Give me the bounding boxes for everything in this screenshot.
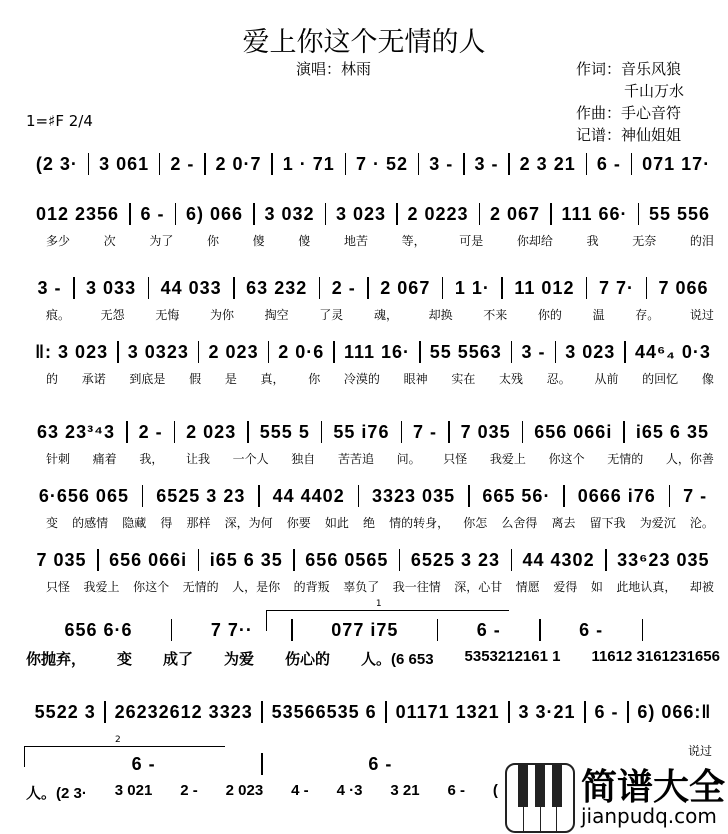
lyric-text: 变 xyxy=(117,651,133,668)
measure: 63 23³⁴3 xyxy=(37,421,115,442)
lyric-text: 傻 xyxy=(298,234,311,248)
lyric-text: 的泪 xyxy=(689,234,714,248)
measure: 555 5 xyxy=(259,421,310,442)
measure: 7 - xyxy=(413,421,438,442)
lyric-text: 可是 xyxy=(459,234,484,248)
lyric-text: 苦苦追 xyxy=(337,452,374,466)
notation-line xyxy=(26,548,720,572)
lyric-text: 11612 3161231656 xyxy=(591,648,720,665)
lyric-text: 伤心的 xyxy=(285,651,331,668)
measure: 665 56· xyxy=(482,485,551,506)
lyric-text: 5353212161 1 xyxy=(464,648,561,665)
composer-credit: 作曲：手心音符 xyxy=(576,104,682,122)
lyric-text: 真， xyxy=(260,372,285,386)
lyric-text: 成了 xyxy=(163,651,194,668)
measure: 656 6·6 xyxy=(64,619,133,640)
lyric-text: 得 xyxy=(160,516,173,530)
measure: 7 7· xyxy=(598,277,634,298)
measure: 6 - xyxy=(476,619,501,640)
score-row xyxy=(26,599,720,669)
measure: 071 17· xyxy=(642,153,711,174)
lyric-text: 离去 xyxy=(551,516,576,530)
lyric-text: 温 xyxy=(592,308,605,322)
logo-title: 简谱大全 xyxy=(581,767,726,808)
measure: 5522 3 xyxy=(34,701,96,722)
measure: 3 - xyxy=(429,153,454,174)
lyric-text: 我 xyxy=(586,234,599,248)
measure: 01171 1321 xyxy=(395,701,500,722)
measure: 111 16· xyxy=(343,341,411,362)
measure: 6 - xyxy=(596,153,621,174)
lyric-text: 如 xyxy=(590,580,603,594)
lyric-text: 你要 xyxy=(286,516,311,530)
lyric-text: 像 xyxy=(701,372,714,386)
lyric-text: 魂， xyxy=(373,308,398,322)
measure: 3 - xyxy=(37,277,62,298)
lyric-text: 你这个 xyxy=(548,452,585,466)
transcriber-credit: 记谱：神仙姐姐 xyxy=(576,126,682,144)
notation-line xyxy=(26,340,720,364)
lyric-text: 为爱沉 xyxy=(639,516,676,530)
measure: 6·656 065 xyxy=(38,485,129,506)
measure: 077 i75 xyxy=(331,619,399,640)
lyric-text: 我爱上 xyxy=(83,580,120,594)
score-row xyxy=(26,152,720,176)
score-row xyxy=(26,340,720,387)
lyric-text: 2 023 xyxy=(225,782,264,799)
lyric-text: 的 xyxy=(46,372,59,386)
lyric-text: 为你 xyxy=(209,308,234,322)
lyric-text: 眼神 xyxy=(403,372,428,386)
measure: 2 023 xyxy=(208,341,259,362)
lyric-text: ( xyxy=(492,782,498,799)
lyrics-line xyxy=(26,370,720,387)
measure: 3 3·21 xyxy=(518,701,576,722)
score-row xyxy=(26,735,498,803)
lyric-text: 你怎 xyxy=(463,516,488,530)
measure: 55 i76 xyxy=(333,421,390,442)
lyric-text: 3 021 xyxy=(114,782,153,799)
lyric-text: 到底是 xyxy=(129,372,166,386)
measure: 55 5563 xyxy=(429,341,502,362)
volta-bracket xyxy=(24,735,225,767)
measure: 3 - xyxy=(521,341,546,362)
measure: 1 · 71 xyxy=(282,153,335,174)
lyric-text: 你这个 xyxy=(133,580,170,594)
lyric-text: 的背叛 xyxy=(293,580,330,594)
measure: 1 1· xyxy=(454,277,490,298)
notation-line xyxy=(26,152,720,176)
lyric-text: 2 - xyxy=(180,782,198,799)
lyric-text: 一个人 xyxy=(232,452,269,466)
measure: ‖: 3 023 xyxy=(35,341,109,362)
measure: 3 023 xyxy=(565,341,616,362)
measure: 2 0·6 xyxy=(278,341,325,362)
measure: 7 - xyxy=(683,485,708,506)
lyric-text: 从前 xyxy=(594,372,619,386)
lyric-text: 你 xyxy=(308,372,321,386)
measure: 2 023 xyxy=(186,421,237,442)
piano-icon xyxy=(505,763,575,833)
lyric-text: 不来 xyxy=(483,308,508,322)
lyrics-line xyxy=(26,450,720,467)
lyric-text: 无情的 xyxy=(607,452,644,466)
notation-line xyxy=(26,202,720,226)
measure: 656 0565 xyxy=(305,549,389,570)
measure: (2 3· xyxy=(35,153,78,174)
lyric-text: 了灵 xyxy=(319,308,344,322)
lyric-text: 如此 xyxy=(324,516,349,530)
lyric-text: 你抛弃， xyxy=(26,651,87,668)
lyric-text: 为爱 xyxy=(224,651,255,668)
lyric-text: 变 xyxy=(46,516,59,530)
volta-number: 2 xyxy=(115,735,121,745)
score-row xyxy=(26,276,720,323)
lyric-text: 痕。 xyxy=(46,308,71,322)
lyric-text: 我爱上 xyxy=(489,452,526,466)
volta-bracket xyxy=(266,599,509,631)
lyric-text: 只怪 xyxy=(443,452,468,466)
measure: 012 2356 xyxy=(35,203,120,224)
measure: 6 - xyxy=(594,701,619,722)
lyric-text: 冷漠的 xyxy=(343,372,380,386)
measure: 3 023 xyxy=(335,203,387,224)
lyric-text: 无怨 xyxy=(100,308,125,322)
lyric-text: 针刺 xyxy=(46,452,71,466)
measure: 3 0323 xyxy=(127,341,189,362)
lyric-text: 地苦 xyxy=(343,234,368,248)
measure: 44 033 xyxy=(160,277,222,298)
lyric-text: 4 - xyxy=(291,782,309,799)
lyric-text: 我一往情 xyxy=(392,580,441,594)
lyrics-line xyxy=(26,514,720,531)
notation-line xyxy=(26,484,720,508)
measure: 6 - xyxy=(368,753,393,774)
measure: 7 7·· xyxy=(210,619,253,640)
singer-credit: 演唱：林雨 xyxy=(296,60,372,78)
notation-line xyxy=(26,276,720,300)
lyric-text: 情愿 xyxy=(515,580,540,594)
lyric-text: 忍。 xyxy=(546,372,571,386)
lyric-text: 为了 xyxy=(149,234,174,248)
measure: 11 012 xyxy=(514,277,575,298)
lyric-text: 说过 xyxy=(689,308,714,322)
lyric-text: 4 ·3 xyxy=(336,782,363,799)
measure: 44 4302 xyxy=(522,549,595,570)
lyricist-credit-2: 千山万水 xyxy=(624,82,685,100)
lyric-text: 深，为何 xyxy=(224,516,273,530)
measure: 2 067 xyxy=(380,277,431,298)
measure: 7 066 xyxy=(658,277,709,298)
measure: 7 035 xyxy=(460,421,511,442)
lyric-text: 掏空 xyxy=(264,308,289,322)
lyric-text: 么舍得 xyxy=(501,516,538,530)
lyric-text: 是 xyxy=(224,372,237,386)
volta-number: 1 xyxy=(375,599,382,609)
lyric-text: 次 xyxy=(103,234,116,248)
measure: 7 · 52 xyxy=(356,153,409,174)
lyric-text: 人，是你 xyxy=(232,580,281,594)
measure: 6) 066 xyxy=(185,203,244,224)
lyric-text: 实在 xyxy=(451,372,476,386)
measure: 3 - xyxy=(474,153,499,174)
lyricist-credit: 作词：音乐风狼 xyxy=(576,60,682,78)
lyric-text: 假 xyxy=(189,372,202,386)
measure: 2 - xyxy=(138,421,163,442)
lyric-text: 你 xyxy=(206,234,219,248)
measure: 656 066i xyxy=(109,549,188,570)
lyric-text: 的感情 xyxy=(72,516,109,530)
lyrics-line xyxy=(26,306,720,323)
lyric-text: 那样 xyxy=(186,516,211,530)
lyric-text: 无奈 xyxy=(632,234,657,248)
lyric-text: 此地认真， xyxy=(616,580,677,594)
measure: 6 - xyxy=(579,619,604,640)
lyric-text: 辜负了 xyxy=(343,580,380,594)
measure: 2 - xyxy=(331,277,356,298)
lyrics-line xyxy=(26,232,720,249)
lyric-text: 却被 xyxy=(689,580,714,594)
measure: 2 3 21 xyxy=(519,153,576,174)
measure: 3323 035 xyxy=(372,485,456,506)
lyric-text: 6 - xyxy=(447,782,465,799)
measure: 6 - xyxy=(131,753,156,774)
measure: 33⁶23 035 xyxy=(617,549,710,570)
measure: 3 033 xyxy=(86,277,137,298)
lyric-text: 存。 xyxy=(635,308,660,322)
measure: 3 032 xyxy=(264,203,315,224)
measure: 2 - xyxy=(170,153,195,174)
lyric-text: 说过 xyxy=(687,744,712,758)
measure: 2 067 xyxy=(489,203,541,224)
lyric-text: 等， xyxy=(401,234,426,248)
measure: 2 0223 xyxy=(407,203,469,224)
measure: 63 232 xyxy=(246,277,308,298)
lyric-text: 多少 xyxy=(46,234,71,248)
measure: 7 035 xyxy=(36,549,87,570)
measure: 44⁶₄ 0·3 xyxy=(634,341,711,362)
song-title: 爱上你这个无情的人 xyxy=(242,27,486,58)
notation-line xyxy=(26,420,720,444)
lyric-text: 太残 xyxy=(499,372,524,386)
lyric-text: 人。(6 653 xyxy=(361,651,434,668)
lyric-text: 你的 xyxy=(537,308,562,322)
barline xyxy=(642,619,644,641)
lyric-text: 深，心甘 xyxy=(454,580,503,594)
lyric-text: 人。(2 3· xyxy=(26,785,87,802)
measure: 6525 3 23 xyxy=(410,549,500,570)
lyric-text: 隐藏 xyxy=(122,516,147,530)
measure: 55 556 xyxy=(649,203,711,224)
score-row xyxy=(26,202,720,249)
lyrics-line xyxy=(26,782,498,803)
measure: 656 066i xyxy=(534,421,613,442)
measure: 6 - xyxy=(140,203,165,224)
measure: 6) 066:‖ xyxy=(637,701,712,722)
measure: i65 6 35 xyxy=(635,421,709,442)
measure: 44 4402 xyxy=(272,485,345,506)
key-time-signature: 1=♯F 2/4 xyxy=(26,112,93,130)
lyric-text: 情的转身， xyxy=(389,516,450,530)
watermark-logo xyxy=(505,762,728,834)
lyric-text: 我， xyxy=(139,452,164,466)
lyric-text: 的回忆 xyxy=(642,372,679,386)
lyric-text: 独自 xyxy=(291,452,316,466)
lyrics-line xyxy=(26,578,720,595)
measure: 26232612 3323 xyxy=(114,701,253,722)
lyric-text: 无情的 xyxy=(182,580,219,594)
lyric-text: 沦。 xyxy=(689,516,714,530)
lyric-text: 傻 xyxy=(252,234,265,248)
lyrics-line xyxy=(26,648,720,669)
measure: i65 6 35 xyxy=(209,549,283,570)
lyric-text: 让我 xyxy=(185,452,210,466)
lyric-text: 绝 xyxy=(363,516,376,530)
lyric-text: 爱得 xyxy=(553,580,578,594)
lyric-text: 问。 xyxy=(396,452,421,466)
score-row xyxy=(26,548,720,595)
lyric-text: 痛着 xyxy=(92,452,117,466)
measure: 0666 i76 xyxy=(577,485,656,506)
logo-url: jianpudq.com xyxy=(581,804,717,828)
lyric-text: 却换 xyxy=(428,308,453,322)
lyric-text: 你却给 xyxy=(516,234,553,248)
lyric-text: 只怪 xyxy=(46,580,71,594)
measure: 111 66· xyxy=(561,203,628,224)
lyric-text: 人，你善 xyxy=(665,452,714,466)
measure: 6525 3 23 xyxy=(156,485,246,506)
lyric-text: 承诺 xyxy=(81,372,106,386)
measure: 3 061 xyxy=(99,153,150,174)
lyric-text: 3 21 xyxy=(390,782,420,799)
notation-line xyxy=(26,700,720,724)
score-row xyxy=(26,484,720,531)
score-row xyxy=(26,420,720,467)
lyric-text: 无悔 xyxy=(155,308,180,322)
measure: 53566535 6 xyxy=(271,701,377,722)
measure: 2 0·7 xyxy=(215,153,262,174)
lyric-text: 留下我 xyxy=(589,516,626,530)
